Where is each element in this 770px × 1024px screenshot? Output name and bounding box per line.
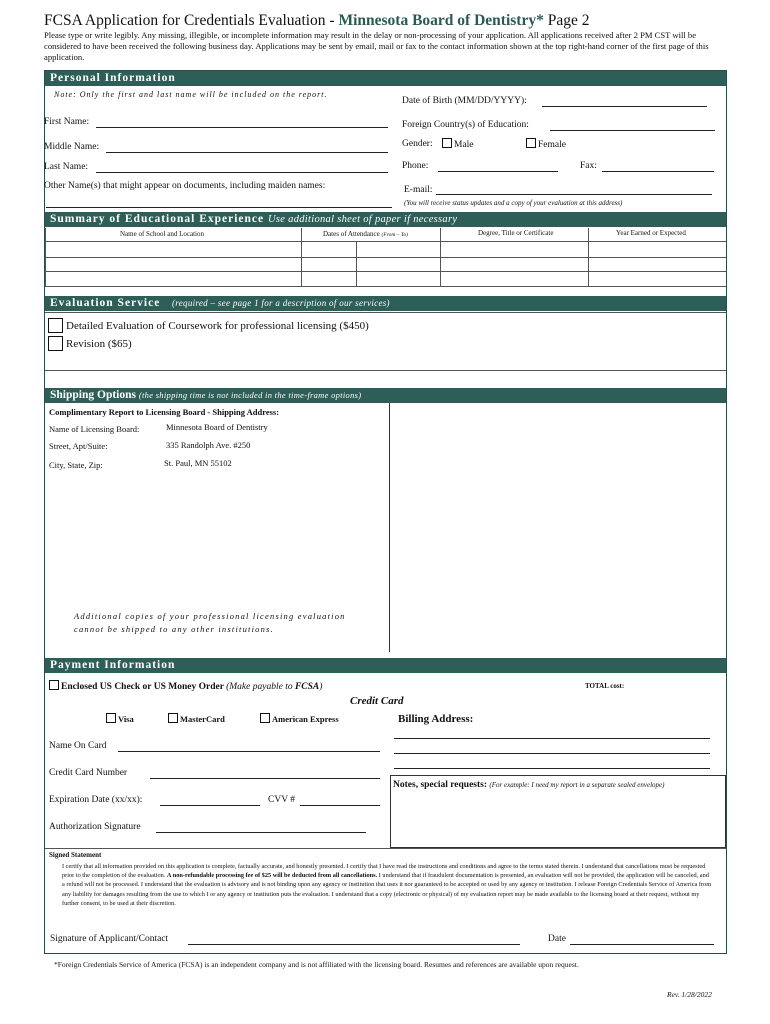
applicant-signature-label: Signature of Applicant/Contact (50, 934, 169, 944)
street-value: 335 Randolph Ave. #250 (166, 440, 251, 450)
credit-card-heading: Credit Card (350, 695, 404, 707)
intro-text: Please type or write legibly. Any missing, illegible, or incomplete information may result in the delay or non-processing of your application. All applications received after 2 PM CST will be considered to have been received the following business day. Applications may be sent by email, mail or fax to the contact information shown at the top right-hand corner of the first page of this application. (44, 30, 709, 62)
other-names-field[interactable] (46, 207, 392, 208)
notes-label: Notes, special requests: (For example: I need my report in a separate sealed envelope) (393, 780, 665, 790)
detailed-evaluation-label: Detailed Evaluation of Coursework for professional licensing ($450) (66, 320, 369, 332)
dob-field[interactable] (542, 106, 707, 107)
additional-copies-note-1: Additional copies of your professional licensing evaluation (74, 611, 346, 621)
total-cost-label: TOTAL cost: (585, 682, 625, 690)
date-field[interactable] (570, 944, 714, 945)
fax-field[interactable] (602, 171, 714, 172)
payment-heading: Payment Information (45, 658, 726, 673)
detailed-evaluation-checkbox[interactable] (48, 318, 63, 333)
check-checkbox[interactable] (49, 680, 59, 690)
card-number-label: Credit Card Number (49, 768, 128, 778)
middle-name-field[interactable] (106, 152, 388, 153)
col-degree-header: Degree, Title or Certificate (478, 229, 554, 237)
phone-field[interactable] (438, 171, 558, 172)
name-on-card-field[interactable] (118, 751, 380, 752)
col-school-header: Name of School and Location (120, 230, 204, 238)
revision-checkbox[interactable] (48, 336, 63, 351)
auth-signature-field[interactable] (156, 832, 366, 833)
middle-name-label: Middle Name: (44, 142, 100, 152)
foreign-country-label: Foreign Country(s) of Education: (402, 120, 529, 130)
first-name-label: First Name: (44, 117, 90, 127)
foreign-country-field[interactable] (550, 130, 715, 131)
amex-option[interactable]: American Express (260, 713, 339, 724)
evaluation-heading: Evaluation Service (required – see page 1 for a description of our services) (45, 296, 726, 311)
city-label: City, State, Zip: (49, 460, 103, 470)
dob-label: Date of Birth (MM/DD/YYYY): (402, 96, 527, 106)
licensing-board-label: Name of Licensing Board: (49, 424, 140, 434)
check-option[interactable]: Enclosed US Check or US Money Order (Make payable to FCSA) (49, 680, 322, 692)
gender-male-option[interactable]: Male (442, 138, 474, 150)
visa-option[interactable]: Visa (106, 713, 134, 724)
name-on-card-label: Name On Card (49, 741, 107, 751)
billing-address-line-3[interactable] (394, 768, 710, 769)
personal-note: Note: Only the first and last name will be included on the report. (54, 90, 328, 99)
email-field[interactable] (436, 194, 712, 195)
revision-date: Rev. 1/28/2022 (667, 990, 712, 999)
signed-statement-heading: Signed Statement (49, 851, 102, 859)
last-name-field[interactable] (96, 172, 388, 173)
revision-label: Revision ($65) (66, 338, 132, 350)
licensing-board-value: Minnesota Board of Dentistry (166, 422, 268, 432)
gender-label: Gender: (402, 139, 433, 149)
page-title: FCSA Application for Credentials Evaluation - Minnesota Board of Dentistry* Page 2 (44, 12, 590, 29)
email-label: E-mail: (404, 185, 433, 195)
gender-female-option[interactable]: Female (526, 138, 566, 150)
col-dates-header: Dates of Attendance (From – To) (323, 230, 409, 238)
education-heading: Summary of Educational Experience Use additional sheet of paper if necessary (45, 212, 726, 227)
male-checkbox[interactable] (442, 138, 452, 148)
city-value: St. Paul, MN 55102 (164, 458, 232, 468)
street-label: Street, Apt/Suite: (49, 441, 108, 451)
footer-disclaimer: *Foreign Credentials Service of America (FCSA) is an independent company and is not affiliated with the licensing board. Resumes and references are available upon request. (54, 960, 579, 969)
additional-copies-note-2: cannot be shipped to any other institutions. (74, 624, 274, 634)
complimentary-report-label: Complimentary Report to Licensing Board - Shipping Address: (49, 407, 280, 417)
last-name-label: Last Name: (44, 162, 89, 172)
mastercard-checkbox[interactable] (168, 713, 178, 723)
email-note: (You will receive status updates and a copy of your evaluation at this address) (404, 199, 623, 207)
signed-statement-text: I certify that all information provided on this application is complete, factually accurate, and honestly presented. I certify that I have read the instructions and conditions and agree to the terms stated therein. I understand that cancellations must be requested prior to the completion of the evaluation. A non-refundable processing fee of $25 will be deducted from all cancellations. I understand that if fraudulent documentation is presented, an evaluation will not be provided, the application will be canceled, and a refund will not be processed. I understand that the evaluation is advisory and is not binding upon any agency or institution that uses it nor guaranteed to be accepted or used by any agency or institution. I release Foreign Credentials Service of America from any liability for damages resulting from the use to which I or any agency or institution puts the evaluation. I understand that a copy (electronic or physical) of my evaluation report may be made available to the licensing board at their request, without my further consent, to be used at their discretion. (62, 863, 712, 907)
first-name-field[interactable] (96, 127, 388, 128)
other-names-label: Other Name(s) that might appear on documents, including maiden names: (44, 181, 326, 191)
applicant-signature-field[interactable] (188, 944, 520, 945)
mastercard-option[interactable]: MasterCard (168, 713, 225, 724)
billing-address-line-2[interactable] (394, 753, 710, 754)
amex-checkbox[interactable] (260, 713, 270, 723)
expiration-label: Expiration Date (xx/xx): (49, 795, 143, 805)
phone-label: Phone: (402, 161, 429, 171)
visa-checkbox[interactable] (106, 713, 116, 723)
auth-signature-label: Authorization Signature (49, 822, 141, 832)
billing-address-label: Billing Address: (398, 713, 474, 725)
card-number-field[interactable] (150, 778, 380, 779)
expiration-field[interactable] (160, 805, 260, 806)
cvv-field[interactable] (300, 805, 380, 806)
fax-label: Fax: (580, 161, 597, 171)
female-checkbox[interactable] (526, 138, 536, 148)
billing-address-line-1[interactable] (394, 738, 710, 739)
personal-info-heading: Personal Information (45, 71, 726, 86)
shipping-heading: Shipping Options (the shipping time is not included in the time-frame options) (45, 388, 726, 403)
cvv-label: CVV # (268, 795, 296, 805)
date-label: Date (548, 934, 566, 944)
board-name: Minnesota Board of Dentistry* (338, 12, 544, 29)
col-year-header: Year Earned or Expected (616, 229, 686, 237)
